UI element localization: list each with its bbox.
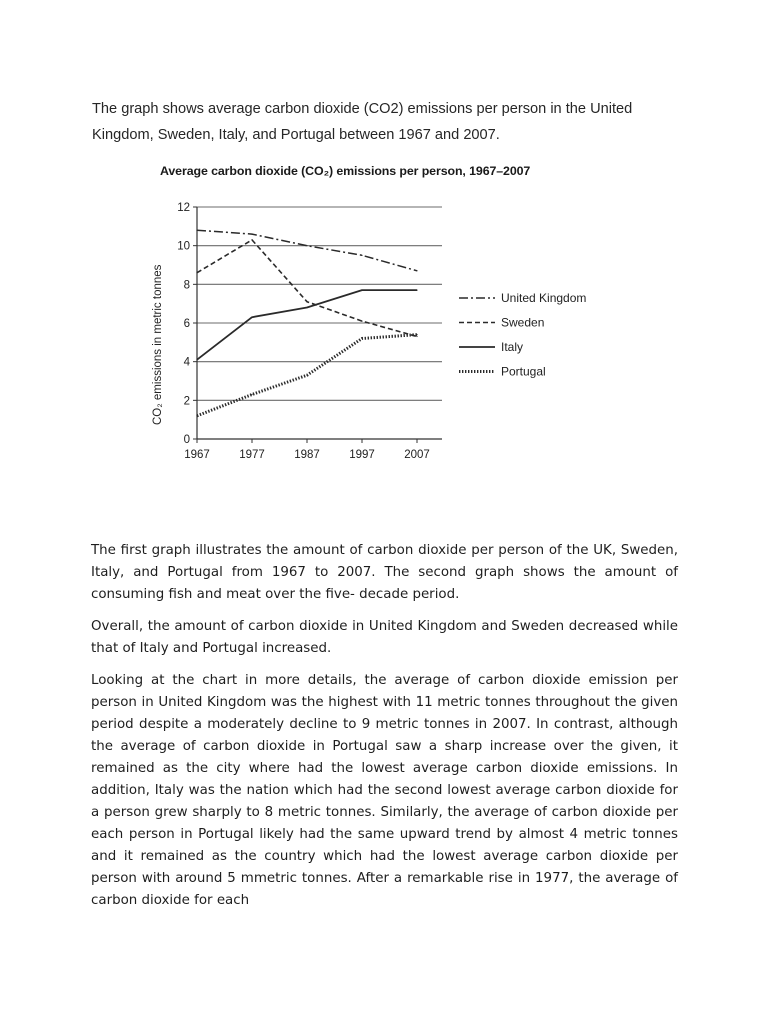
- data-point: [416, 334, 417, 335]
- series-line-united-kingdom: [197, 230, 417, 271]
- data-point: [306, 307, 307, 308]
- data-point: [196, 230, 197, 231]
- data-point: [196, 415, 197, 416]
- data-point: [416, 270, 417, 271]
- data-point: [251, 394, 252, 395]
- y-axis-label: CO₂ emissions in metric tonnes: [152, 264, 164, 425]
- y-tick-label: 12: [177, 202, 190, 214]
- x-tick-label: 1997: [349, 449, 375, 461]
- paragraph-2: Overall, the amount of carbon dioxide in United Kingdom and Sweden decreased while that of Italy and Portugal increased.: [91, 619, 678, 656]
- data-point: [196, 359, 197, 360]
- series-line-sweden: [197, 240, 417, 337]
- legend-label: Portugal: [501, 364, 546, 379]
- x-tick-label: 1977: [239, 449, 265, 461]
- data-point: [196, 272, 197, 273]
- paragraph-3: Looking at the chart in more details, the average of carbon dioxide emission per person in United Kingdom was the highest with 11 metric tonnes throughout the given period despite a moderately decline to 9 metric tonnes in 2007. In contrast, although the average of carbon dioxide in Portugal saw a sharp increase over the given, it remained as the city where had the lowest average carbon dioxide emissions. In addition, Italy was the nation which had the second lowest average carbon dioxide for a person grew sharply to 8 metric tonnes. Similarly, the average of carbon dioxide per each person in Portugal likely had the same upward trend by almost 4 metric tonnes and it remained as the country which had the lowest average carbon dioxide per person with around 5 mmetric tonnes. After a remarkable rise in 1977, the average of carbon dioxide for each: [91, 673, 678, 908]
- legend-label: Italy: [501, 340, 524, 354]
- y-tick-label: 2: [183, 395, 190, 408]
- y-tick-label: 8: [183, 279, 190, 292]
- intro-text: The graph shows average carbon dioxide (CO2) emissions per person in the United Kingdom, Sweden, Italy, and Portugal between 1967 and 2007.: [92, 101, 633, 143]
- data-point: [251, 317, 252, 318]
- data-point: [306, 245, 307, 246]
- x-tick-label: 1967: [184, 449, 210, 461]
- y-tick-label: 10: [177, 240, 190, 253]
- essay-body: [91, 540, 678, 912]
- y-tick-label: 6: [183, 318, 190, 330]
- data-point: [251, 239, 252, 240]
- legend-label: Sweden: [501, 315, 545, 330]
- data-point: [361, 255, 362, 256]
- data-point: [306, 375, 307, 376]
- data-point: [361, 320, 362, 321]
- data-point: [416, 290, 417, 291]
- data-point: [306, 301, 307, 302]
- chart-title: Average carbon dioxide (CO₂) emissions per person, 1967–2007: [160, 164, 531, 178]
- data-point: [251, 233, 252, 234]
- data-point: [361, 290, 362, 291]
- x-tick-label: 2007: [404, 449, 430, 461]
- paragraph-1: The first graph illustrates the amount of carbon dioxide per person of the UK, Sweden, Italy, and Portugal from 1967 to 2007. The second graph shows the amount of consuming fish and meat over the five- decade period.: [91, 543, 678, 602]
- data-point: [361, 338, 362, 339]
- y-tick-label: 0: [183, 434, 190, 446]
- x-tick-label: 1987: [294, 449, 320, 461]
- y-tick-label: 4: [183, 356, 190, 369]
- legend-label: United Kingdom: [501, 291, 587, 305]
